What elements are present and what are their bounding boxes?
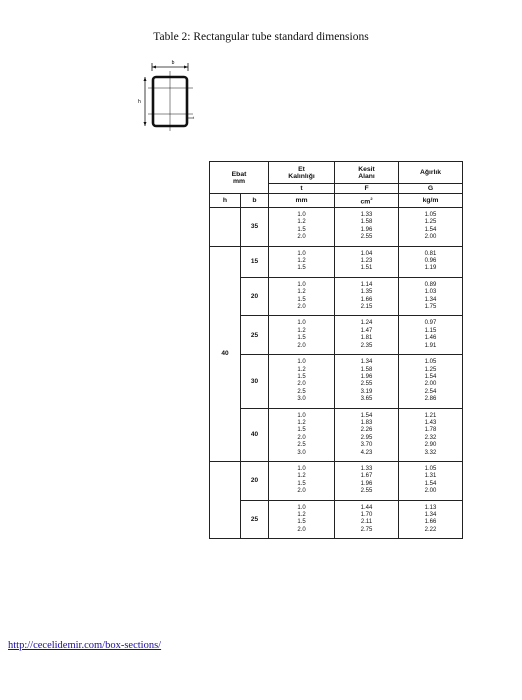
header-unit-f: $cm^2$ [335,194,399,208]
g-value: 1.78 [424,427,437,434]
t-value: 1.2 [297,258,306,265]
g-value: 1.25 [424,366,437,373]
g-value: 1.54 [424,480,437,487]
t-values-cell [269,316,335,355]
t-value: 2.5 [297,388,306,395]
t-value: 1.2 [297,219,306,226]
f-values-cell [335,408,399,461]
g-value: 3.32 [424,449,437,456]
t-values-cell [269,355,335,408]
g-values-cell [399,208,463,247]
f-value: 1.83 [360,419,373,426]
f-value: 1.96 [360,226,373,233]
t-value: 3.0 [297,396,306,403]
t-value: 2.5 [297,442,306,449]
f-value: 1.33 [360,465,373,472]
table-row [210,500,463,539]
t-value: 1.2 [297,473,306,480]
b-value-cell: 25 [241,316,269,355]
t-values-cell [269,461,335,500]
t-value: 2.0 [297,381,306,388]
t-values-cell [269,277,335,316]
table-row [210,461,463,500]
t-value: 2.0 [297,304,306,311]
g-value: 1.25 [424,219,437,226]
t-value: 1.0 [297,465,306,472]
g-value: 2.00 [424,488,437,495]
table-row [210,208,463,247]
f-value: 3.19 [360,388,373,395]
f-value: 1.34 [360,359,373,366]
f-value: 1.58 [360,366,373,373]
h-value-cell [210,208,241,247]
t-value: 2.0 [297,488,306,495]
t-value: 1.5 [297,226,306,233]
t-value: 2.0 [297,434,306,441]
f-value: 1.33 [360,212,373,218]
h-value-cell [210,461,241,538]
header-agirlik: Ağırlık [399,162,463,184]
header-b: b [241,194,269,208]
f-value: 1.66 [360,296,373,303]
g-value: 0.89 [424,281,437,288]
f-value: 4.23 [360,449,373,456]
f-value: 1.58 [360,219,373,226]
table-row [210,355,463,408]
g-value: 1.19 [424,265,437,272]
f-value: 1.24 [360,320,373,327]
t-value: 2.0 [297,234,306,241]
b-value-cell: 20 [241,461,269,500]
g-value: 2.00 [424,234,437,241]
t-value: 1.0 [297,504,306,511]
g-value: 1.54 [424,226,437,233]
f-value: 1.14 [360,281,373,288]
f-value: 1.35 [360,289,373,296]
g-value: 0.97 [424,320,437,327]
f-value: 2.55 [360,381,373,388]
f-value: 1.04 [360,250,373,257]
f-value: 2.55 [360,234,373,241]
g-value: 1.54 [424,373,437,380]
g-value: 1.91 [424,342,437,349]
b-value-cell: 30 [241,355,269,408]
t-value: 1.5 [297,265,306,272]
f-values-cell [335,208,399,247]
g-value: 1.21 [424,412,437,419]
g-values-cell [399,316,463,355]
t-value: 1.0 [297,412,306,419]
g-value: 1.43 [424,419,437,426]
t-values-cell [269,408,335,461]
b-value-cell: 20 [241,277,269,316]
t-value: 1.2 [297,512,306,518]
dimensions-table [209,161,463,539]
b-value-cell: 35 [241,208,269,247]
t-value: 1.0 [297,281,306,288]
g-value: 2.86 [424,396,437,403]
g-value: 1.03 [424,289,437,296]
header-unit-t: mm [269,194,335,208]
rectangular-tube-diagram [137,59,197,131]
t-value: 1.5 [297,427,306,434]
g-value: 1.15 [424,327,437,334]
t-value: 1.5 [297,480,306,487]
f-values-cell [335,355,399,408]
g-values-cell [399,246,463,277]
g-value: 2.00 [424,381,437,388]
t-value: 1.0 [297,212,306,218]
g-values-cell [399,500,463,539]
t-values-cell [269,246,335,277]
t-value: 1.5 [297,519,306,526]
g-value: 1.46 [424,335,437,342]
f-value: 1.44 [360,504,373,511]
t-values-cell [269,208,335,247]
f-value: 1.54 [360,412,373,419]
t-value: 2.0 [297,526,306,533]
g-value: 2.54 [424,388,437,395]
table-row [210,277,463,316]
f-value: 1.96 [360,480,373,487]
f-value: 1.51 [360,265,373,272]
header-unit-g: kg/m [399,194,463,208]
table-caption: Table 2: Rectangular tube standard dimensions [153,31,369,43]
t-value: 1.2 [297,419,306,426]
f-values-cell [335,316,399,355]
g-value: 0.81 [424,250,437,257]
t-value: 1.0 [297,250,306,257]
t-value: 1.5 [297,373,306,380]
table-row [210,316,463,355]
t-value: 1.5 [297,335,306,342]
source-link[interactable]: http://cecelidemir.com/box-sections/ [8,640,162,651]
b-value-cell: 25 [241,500,269,539]
f-value: 1.70 [360,512,373,518]
f-value: 2.15 [360,304,373,311]
f-value: 3.70 [360,442,373,449]
g-value: 1.75 [424,304,437,311]
g-value: 1.34 [424,296,437,303]
t-values-cell [269,500,335,539]
f-values-cell [335,277,399,316]
f-value: 1.96 [360,373,373,380]
f-value: 2.75 [360,526,373,533]
g-value: 2.90 [424,442,437,449]
f-value: 1.81 [360,335,373,342]
g-values-cell [399,408,463,461]
g-value: 1.66 [424,519,437,526]
t-label: t [193,115,195,120]
f-value: 2.35 [360,342,373,349]
f-value: 1.23 [360,258,373,265]
g-values-cell [399,461,463,500]
b-value-cell: 15 [241,246,269,277]
g-value: 1.05 [424,465,437,472]
g-value: 1.31 [424,473,437,480]
header-h: h [210,194,241,208]
table-row [210,246,463,277]
g-values-cell [399,277,463,316]
b-label: b [171,60,175,66]
f-values-cell [335,500,399,539]
header-et-kalinligi: Et Kalınlığı [269,162,335,184]
t-value: 1.2 [297,289,306,296]
f-value: 1.47 [360,327,373,334]
g-value: 1.13 [424,504,437,511]
t-value: 1.0 [297,359,306,366]
header-symbol-g: G [399,184,463,194]
t-value: 3.0 [297,449,306,456]
g-values-cell [399,355,463,408]
f-value: 2.95 [360,434,373,441]
tube-cross-section-figure [137,59,197,131]
g-value: 1.05 [424,212,437,218]
header-ebat: Ebat mm [210,162,269,194]
h-value-cell: 40 [210,246,241,461]
t-value: 1.5 [297,296,306,303]
g-value: 2.32 [424,434,437,441]
t-value: 1.2 [297,366,306,373]
f-values-cell [335,246,399,277]
g-value: 1.05 [424,359,437,366]
f-value: 2.11 [360,519,373,526]
g-value: 1.34 [424,512,437,518]
f-value: 2.26 [360,427,373,434]
g-value: 2.22 [424,526,437,533]
h-label: h [138,99,141,105]
header-symbol-t: t [269,184,335,194]
header-symbol-f: F [335,184,399,194]
f-value: 1.67 [360,473,373,480]
f-values-cell [335,461,399,500]
f-value: 3.65 [360,396,373,403]
b-value-cell: 40 [241,408,269,461]
t-value: 2.0 [297,342,306,349]
t-value: 1.0 [297,320,306,327]
f-value: 2.55 [360,488,373,495]
g-value: 0.96 [424,258,437,265]
header-kesit-alani: Kesit Alanı [335,162,399,184]
table-row [210,408,463,461]
t-value: 1.2 [297,327,306,334]
